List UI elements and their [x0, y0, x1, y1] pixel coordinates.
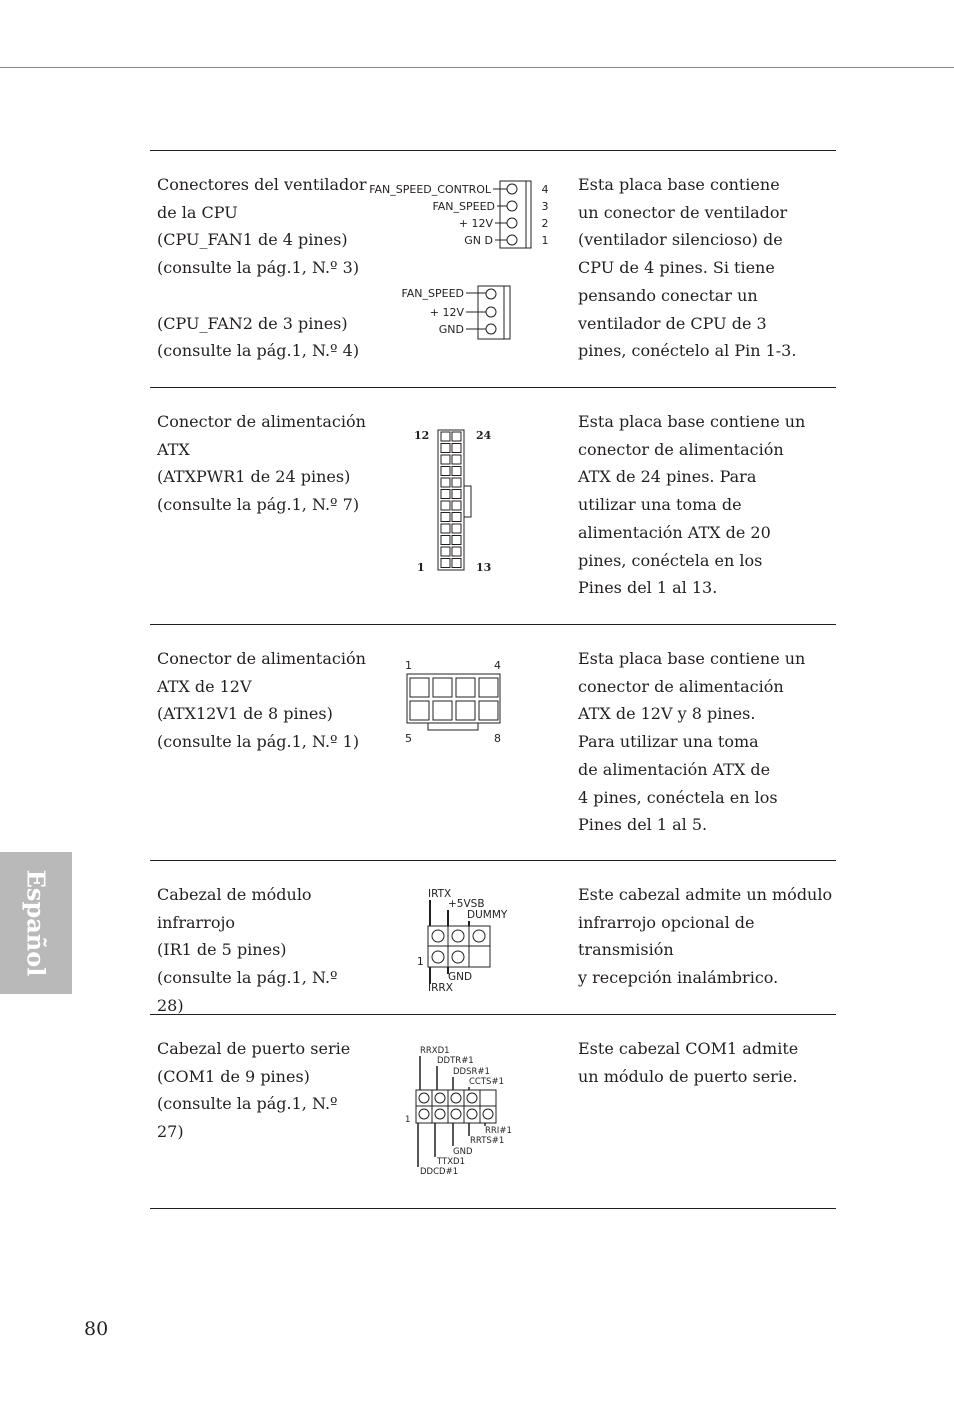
com-pin-1-label: 1	[405, 1115, 411, 1125]
atxpwr-pin	[452, 501, 461, 510]
page-number: 80	[84, 1318, 109, 1340]
com-rri1-label: RRI#1	[485, 1126, 512, 1136]
atxpwr-pin	[441, 547, 450, 556]
com-ddtr1-label: DDTR#1	[437, 1056, 474, 1066]
cpu-fan1-pin-number: 4	[541, 183, 549, 196]
cpu-fan1-pin-number: 1	[541, 234, 549, 247]
com-rrts1-label: RRTS#1	[470, 1136, 505, 1146]
atxpwr-pin	[441, 478, 450, 487]
cpu-fan2-label: GND	[438, 323, 464, 336]
atxpwr-pin	[452, 524, 461, 533]
atxpwr-pin-12-label: 12	[414, 429, 430, 442]
com-ccts1-label: CCTS#1	[469, 1077, 504, 1087]
atxpwr-pin	[441, 455, 450, 464]
header-rule	[0, 67, 954, 68]
atxpwr-pin	[452, 432, 461, 441]
cpu-fan1-label: GN D	[464, 234, 493, 247]
atxpwr-title: Conector de alimentación ATX (ATXPWR1 de 24 pines) (consulte la pág.1, N.º 7)	[157, 412, 366, 515]
ir-title: Cabezal de módulo infrarrojo (IR1 de 5 pines) (consulte la pág.1, N.º 28)	[157, 885, 338, 1015]
atx12v-pin	[410, 701, 429, 720]
atxpwr-pin	[441, 432, 450, 441]
cpu-fan2-label: + 12V	[429, 306, 464, 319]
atxpwr-pin	[452, 559, 461, 568]
language-tab-label: Español	[21, 869, 51, 977]
table-rule-top	[150, 150, 836, 151]
atxpwr-pin	[452, 444, 461, 453]
table-rule-bottom	[150, 1208, 836, 1209]
atxpwr-pin	[452, 467, 461, 476]
atx12v-pin	[433, 701, 452, 720]
com-description: Este cabezal COM1 admite un módulo de puerto serie.	[578, 1039, 799, 1086]
atxpwr-pin	[452, 547, 461, 556]
ir-pin-1-label: 1	[417, 956, 424, 968]
atxpwr-description: Esta placa base contiene un conector de alimentación ATX de 24 pines. Para utilizar una toma de alimentación ATX de 20 pines, conéctela en los Pines del 1 al 13.	[578, 412, 806, 598]
atxpwr-diagram	[405, 420, 505, 582]
atx12v-pin	[456, 678, 475, 697]
atxpwr-pin	[452, 536, 461, 545]
ir-dummy-label: DUMMY	[467, 909, 508, 921]
ir-irrx-label: IRRX	[428, 982, 453, 994]
atxpwr-pin	[441, 444, 450, 453]
com-ddsr1-label: DDSR#1	[453, 1067, 490, 1077]
atx12v-pin-8-label: 8	[494, 732, 501, 745]
atx12v-diagram	[398, 655, 510, 747]
cpu-fan1-pin-number: 2	[541, 217, 549, 230]
table-rule	[150, 860, 836, 861]
cpu-fan2-label: FAN_SPEED	[401, 287, 464, 300]
cpu-fan-description: Esta placa base contiene un conector de ventilador (ventilador silencioso) de CPU de 4 pines. Si tiene pensando conectar un ventilador de CPU de 3 pines, conéctelo al Pin 1-3.	[578, 175, 797, 361]
atxpwr-pin	[452, 513, 461, 522]
ir-irtx-label: IRTX	[428, 888, 452, 900]
atx12v-pin-4-label: 4	[494, 659, 501, 672]
atxpwr-pin	[441, 536, 450, 545]
atxpwr-pin	[441, 524, 450, 533]
atxpwr-pin	[441, 501, 450, 510]
atx12v-pin	[410, 678, 429, 697]
atxpwr-pin	[441, 513, 450, 522]
com-diagram	[400, 1040, 530, 1180]
atxpwr-pin	[441, 467, 450, 476]
atx12v-pin-1-label: 1	[405, 659, 412, 672]
atx12v-pin-5-label: 5	[405, 732, 412, 745]
language-tab	[0, 852, 72, 994]
table-rule	[150, 624, 836, 625]
atxpwr-pin	[452, 490, 461, 499]
atxpwr-pin-24-label: 24	[476, 429, 492, 442]
cpu-fan1-label: FAN_SPEED_CONTROL	[369, 183, 491, 196]
com-ddcd1-label: DDCD#1	[420, 1167, 459, 1177]
atx12v-pin	[456, 701, 475, 720]
atxpwr-pin-13-label: 13	[476, 561, 492, 574]
atx12v-title: Conector de alimentación ATX de 12V (ATX12V1 de 8 pines) (consulte la pág.1, N.º 1)	[157, 649, 366, 752]
ir-5vsb-label: +5VSB	[448, 898, 485, 910]
atxpwr-pin-1-label: 1	[417, 561, 425, 574]
table-rule	[150, 387, 836, 388]
atxpwr-pin	[441, 490, 450, 499]
atx12v-pin	[479, 678, 498, 697]
atx12v-description: Esta placa base contiene un conector de alimentación ATX de 12V y 8 pines. Para utilizar una toma de alimentación ATX de 4 pines, conéctela en los Pines del 1 al 5.	[578, 649, 806, 835]
atxpwr-pin	[441, 559, 450, 568]
com-rrxd1-label: RRXD1	[420, 1046, 450, 1056]
com-ttxd1-label: TTXD1	[437, 1157, 466, 1167]
ir-description: Este cabezal admite un módulo infrarrojo opcional de transmisión y recepción inalámbrico.	[578, 885, 833, 988]
com-title: Cabezal de puerto serie (COM1 de 9 pines) (consulte la pág.1, N.º 27)	[157, 1039, 351, 1142]
cpu-fan1-pin-number: 3	[541, 200, 549, 213]
cpu-fan-title: Conectores del ventilador de la CPU (CPU_FAN1 de 4 pines) (consulte la pág.1, N.º 3) (CPU_FAN2 de 3 pines) (consulte la pág.1, N.º 4)	[157, 175, 367, 361]
atxpwr-pin	[452, 455, 461, 464]
atx12v-pin	[479, 701, 498, 720]
cpu-fan1-label: FAN_SPEED	[432, 200, 495, 213]
com-gnd-label: GND	[453, 1147, 473, 1157]
atx12v-pin	[433, 678, 452, 697]
cpu-fan-diagram	[350, 172, 570, 347]
atxpwr-pin	[452, 478, 461, 487]
ir-gnd-label: GND	[448, 971, 473, 983]
cpu-fan1-label: + 12V	[458, 217, 493, 230]
ir-diagram	[412, 884, 532, 996]
